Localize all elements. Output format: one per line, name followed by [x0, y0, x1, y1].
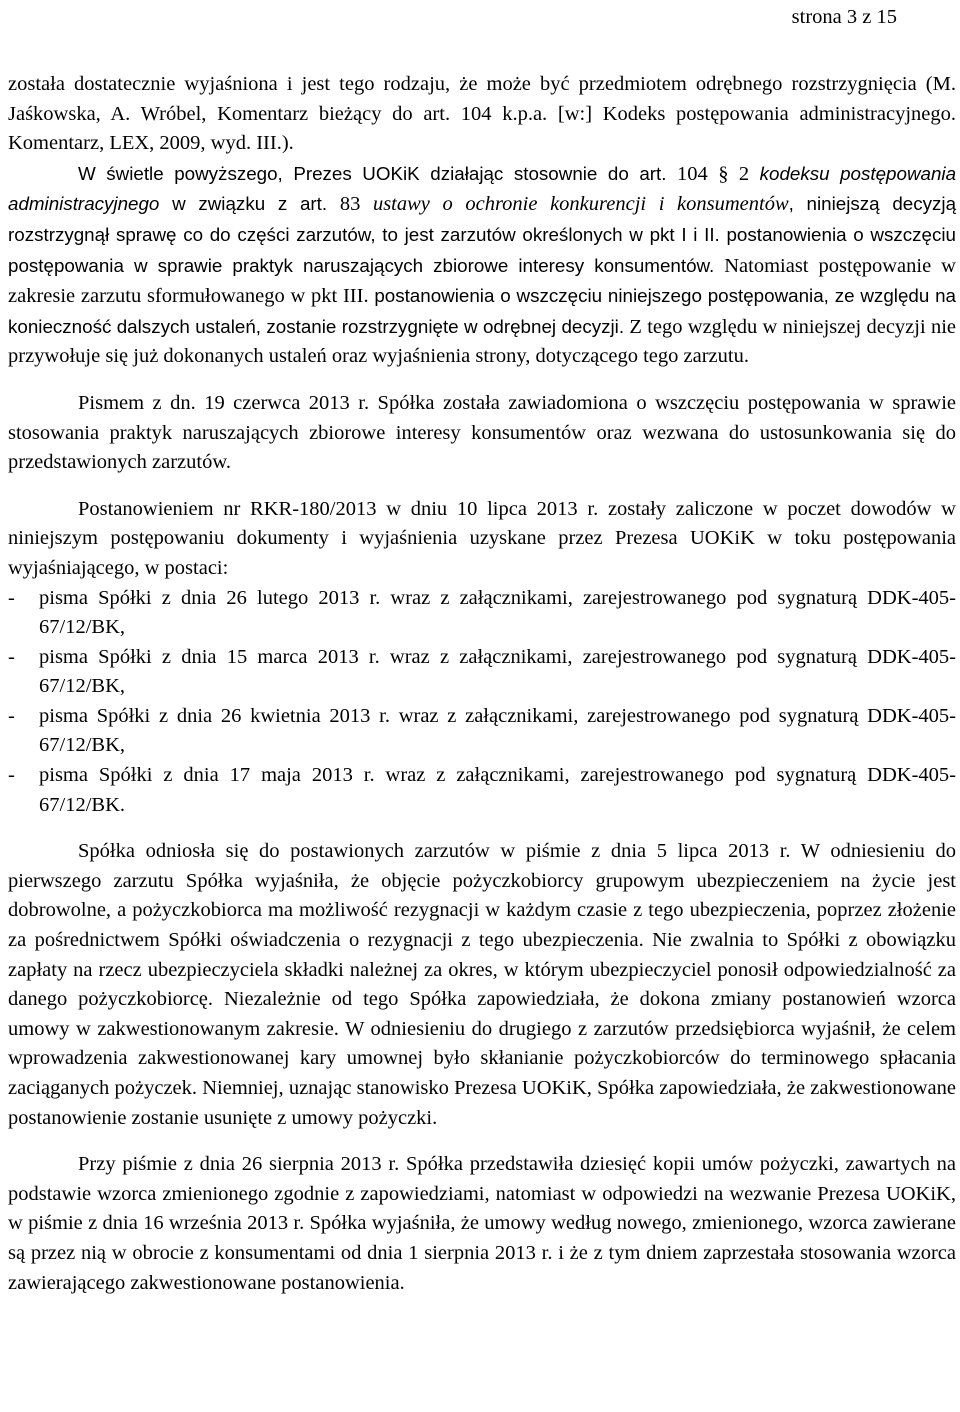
- list-item-text: pisma Spółki z dnia 17 maja 2013 r. wraz z załącznikami, zarejestrowanego pod sygnaturą DDK-405-67/12/BK.: [39, 764, 956, 816]
- decision-text-2: 104 § 2: [677, 162, 760, 185]
- decision-text-3: kodeksu postępowania administracyjnego: [8, 162, 957, 215]
- paragraph-notification: Pismem z dn. 19 czerwca 2013 r. Spółka została zawiadomiona o wszczęciu postępowania w sprawie stosowania praktyk naruszających zbiorowe interesy konsumentów oraz wezwana do ustosunkowania się do przedstawionych zarzutów.: [8, 391, 956, 474]
- paragraph-decision: [8, 159, 956, 372]
- decision-text-6: ustawy o ochronie konkurencji i konsumentów: [372, 193, 789, 216]
- document-body: [8, 70, 956, 1298]
- decision-text-5: 83: [339, 193, 373, 216]
- decision-text-1: W świetle powyższego, Prezes UOKiK działając stosownie do art.: [78, 162, 678, 184]
- decision-text-4: w związku z art.: [159, 193, 340, 215]
- decision-text-11: Z tego względu w niniejszej decyzji nie przywołuje się już dokonanych ustaleń oraz wyjaśnienia strony, dotyczącego tego zarzutu.: [8, 315, 957, 368]
- list-item: [8, 702, 956, 761]
- list-dash: -: [8, 586, 15, 609]
- paragraph-evidence: Postanowieniem nr RKR-180/2013 w dniu 10 lipca 2013 r. zostały zaliczone w poczet dowodów w niniejszym postępowaniu dokumenty i wyjaśnienia uzyskane przez Prezesa UOKiK w toku postępowania wyjaśniającego, w postaci:: [8, 497, 956, 579]
- evidence-list: [8, 584, 956, 821]
- paragraph-contract-copies: Przy piśmie z dnia 26 sierpnia 2013 r. Spółka przedstawiła dziesięć kopii umów pożyczki, zawartych na podstawie wzorca zmienionego zgodnie z zapowiedziami, natomiast w odpowiedzi na wezwanie Prezesa UOKiK, w piśmie z dnia 16 września 2013 r. Spółka wyjaśniła, że umowy według nowego, zmienionego, wzorca zawierane są przez nią w obrocie z konsumentami od dnia 1 sierpnia 2013 r. i że z tym dniem zaprzestała stosowania wzorca zawierającego zakwestionowane postanowienia.: [8, 1153, 956, 1294]
- decision-text-10: postanowienia o wszczęciu niniejszego postępowania, ze względu na konieczność dalszych ustaleń, zostanie rozstrzygnięte w odrębnej decyzji.: [8, 285, 957, 337]
- page-number: strona 3 z 15: [791, 6, 897, 28]
- decision-text-7: , niniejszą decyzją rozstrzygnął sprawę co do części zarzutów, to jest zarzutów określonych w pkt I i II.: [8, 193, 957, 245]
- list-item: [8, 643, 956, 702]
- list-dash: -: [8, 704, 15, 727]
- list-item-text: pisma Spółki z dnia 26 lutego 2013 r. wraz z załącznikami, zarejestrowanego pod sygnaturą DDK-405-67/12/BK,: [39, 586, 956, 639]
- list-dash: -: [8, 764, 15, 787]
- decision-text-9: Natomiast postępowanie w zakresie zarzutu sformułowanego w pkt III.: [8, 254, 956, 308]
- decision-text-8: postanowienia o wszczęciu postępowania w sprawie praktyk naruszających zbiorowe interesy konsumentów.: [8, 223, 956, 276]
- list-item-text: pisma Spółki z dnia 15 marca 2013 r. wraz z załącznikami, zarejestrowanego pod sygnaturą DDK-405-67/12/BK,: [39, 645, 956, 698]
- list-item: [8, 761, 956, 820]
- paragraph-continuation: została dostatecznie wyjaśniona i jest tego rodzaju, że może być przedmiotem odrębnego rozstrzygnięcia (M. Jaśkowska, A. Wróbel, Komentarz bieżący do art. 104 k.p.a. [w:] Kodeks postępowania administracyjnego. Komentarz, LEX, 2009, wyd. III.).: [8, 73, 956, 155]
- paragraph-company-response: Spółka odniosła się do postawionych zarzutów w piśmie z dnia 5 lipca 2013 r. W odniesieniu do pierwszego zarzutu Spółka wyjaśniła, że objęcie pożyczkobiorcy grupowym ubezpieczeniem na życie jest dobrowolne, a pożyczkobiorca ma możliwość rezygnacji w każdym czasie z tego ubezpieczenia, poprzez złożenie za pośrednictwem Spółki oświadczenia o rezygnacji z tego ubezpieczenia. Nie zwalnia to Spółki z obowiązku zapłaty na rzecz ubezpieczyciela składki należnej za okres, w którym ubezpieczyciel ponosił odpowiedzialność za danego pożyczkobiorcę. Niezależnie od tego Spółka zapowiedziała, że dokona zmiany postanowień wzorca umowy w zakwestionowanym zakresie. W odniesieniu do drugiego z zarzutów przedsiębiorca wyjaśnił, że celem wprowadzenia zakwestionowanej kary umownej było skłanianie pożyczkobiorców do terminowego spłacania zaciąganych pożyczek. Niemniej, uznając stanowisko Prezesa UOKiK, Spółka zapowiedziała, że zakwestionowane postanowienie zostanie usunięte z umowy pożyczki.: [8, 840, 956, 1129]
- list-item-text: pisma Spółki z dnia 26 kwietnia 2013 r. wraz z załącznikami, zarejestrowanego pod sygnaturą DDK-405-67/12/BK,: [39, 704, 956, 757]
- list-dash: -: [8, 645, 15, 668]
- list-item: [8, 584, 956, 643]
